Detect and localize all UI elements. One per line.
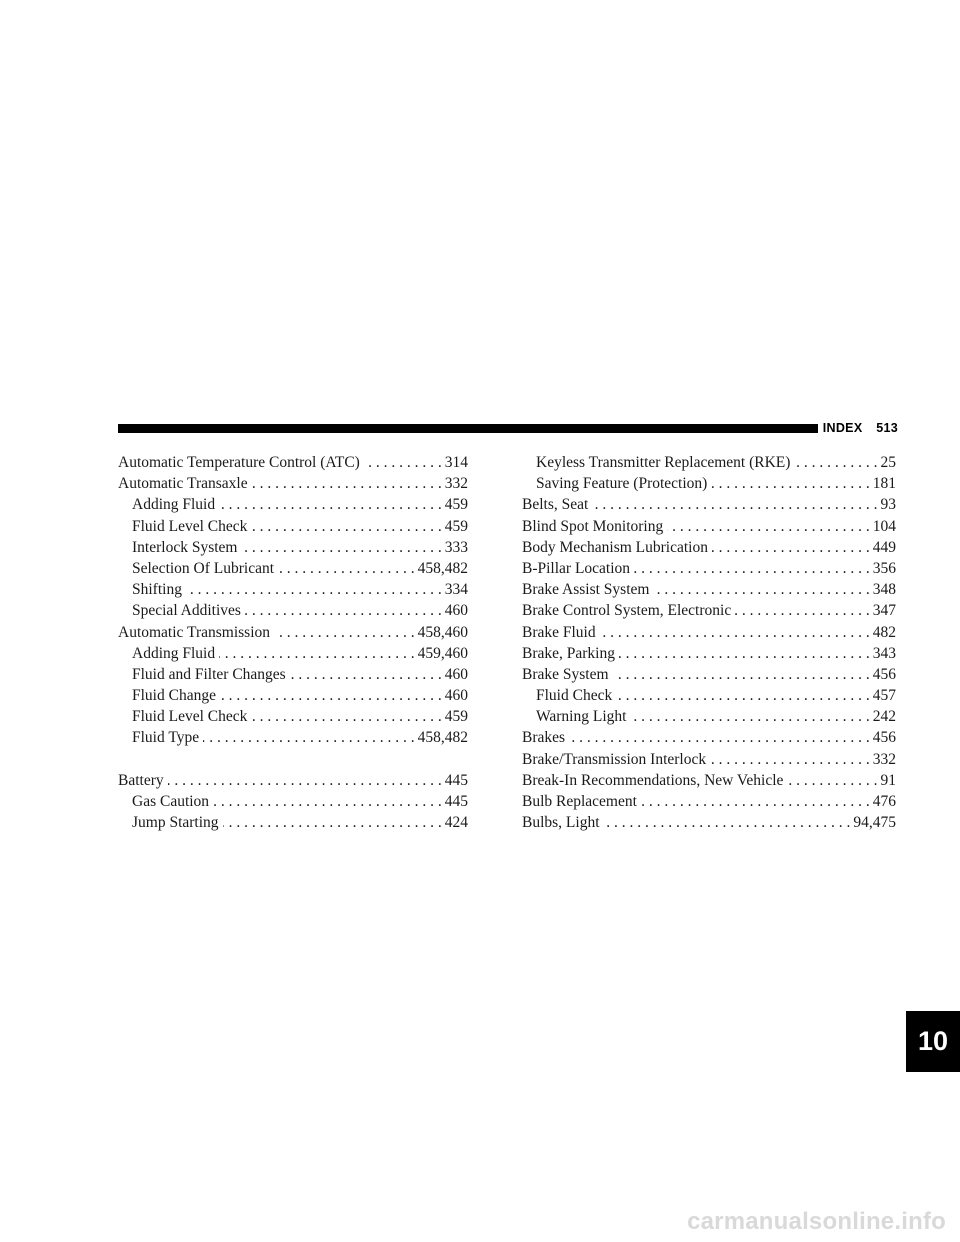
- entry-label: Automatic Temperature Control (ATC): [118, 454, 360, 471]
- dot-leader: [274, 622, 415, 643]
- index-entry: [118, 600, 468, 621]
- entry-page: 93: [880, 496, 896, 514]
- entry-page: 424: [444, 814, 468, 832]
- dot-leader: [592, 494, 877, 515]
- index-entry: [522, 791, 896, 812]
- index-entry: [118, 537, 468, 558]
- entry-label: B-Pillar Location: [522, 559, 631, 577]
- dot-leader: [613, 664, 870, 685]
- dot-leader: [241, 537, 441, 558]
- index-entry: [522, 643, 896, 664]
- entry-label: Brake Control System, Electronic: [522, 602, 732, 620]
- index-entry: [522, 812, 896, 833]
- entry-page: 456: [872, 665, 896, 683]
- entry-label: Brake System: [522, 665, 609, 683]
- entry-page: 458,482: [417, 559, 468, 577]
- dot-leader: [290, 664, 442, 685]
- index-entry: [522, 494, 896, 515]
- entry-page: 91: [880, 771, 896, 789]
- dot-leader: [711, 473, 869, 494]
- entry-label: Brake Assist System: [522, 581, 650, 599]
- dot-leader: [219, 643, 415, 664]
- entry-label: Special Additives: [132, 602, 241, 620]
- entry-page: 459,460: [417, 644, 468, 662]
- entry-page: 181: [872, 475, 896, 493]
- entry-label: Shifting: [132, 581, 182, 599]
- dot-leader: [619, 643, 870, 664]
- index-entry: [522, 622, 896, 643]
- entry-label: Interlock System: [132, 538, 238, 556]
- entry-page: 449: [872, 538, 896, 556]
- index-entry: [118, 494, 468, 515]
- dot-leader: [364, 452, 442, 473]
- entry-page: 104: [872, 517, 896, 535]
- index-column-left: [118, 452, 468, 833]
- dot-leader: [219, 494, 442, 515]
- dot-leader: [203, 727, 415, 748]
- entry-label: Fluid Level Check: [132, 517, 248, 535]
- dot-leader: [616, 685, 870, 706]
- entry-page: 356: [872, 559, 896, 577]
- index-entry: [118, 558, 468, 579]
- entry-page: 445: [444, 771, 468, 789]
- entry-page: 482: [872, 623, 896, 641]
- entry-label: Warning Light: [536, 708, 627, 726]
- index-entry: [118, 579, 468, 600]
- entry-label: Jump Starting: [132, 814, 219, 832]
- entry-page: 314: [444, 454, 468, 471]
- entry-page: 460: [444, 665, 468, 683]
- dot-leader: [604, 812, 851, 833]
- entry-page: 348: [872, 581, 896, 599]
- entry-page: 459: [444, 517, 468, 535]
- dot-leader: [251, 706, 441, 727]
- dot-leader: [735, 600, 870, 621]
- header-rule: [118, 424, 818, 433]
- entry-label: Blind Spot Monitoring: [522, 517, 664, 535]
- chapter-tab: 10: [906, 1011, 960, 1072]
- dot-leader: [641, 791, 870, 812]
- dot-leader: [787, 770, 877, 791]
- index-column-right: [522, 452, 896, 833]
- index-entry: [522, 749, 896, 770]
- dot-leader: [634, 558, 870, 579]
- index-entry: [522, 685, 896, 706]
- entry-label: Adding Fluid: [132, 644, 216, 662]
- running-header: [823, 421, 898, 435]
- index-entry: [522, 558, 896, 579]
- entry-page: 445: [444, 793, 468, 810]
- entry-page: 458,460: [417, 623, 468, 641]
- entry-page: 476: [872, 793, 896, 810]
- entry-label: Bulb Replacement: [522, 793, 637, 810]
- entry-label: Body Mechanism Lubrication: [522, 538, 708, 556]
- entry-label: Fluid Check: [536, 687, 613, 705]
- dot-leader: [213, 791, 442, 812]
- index-entry: [118, 643, 468, 664]
- dot-leader: [252, 473, 442, 494]
- index-entry: [118, 664, 468, 685]
- entry-page: 347: [872, 602, 896, 620]
- index-entry: [522, 452, 896, 473]
- dot-leader: [630, 706, 869, 727]
- index-entry: [118, 727, 468, 748]
- index-entry: [118, 770, 468, 791]
- entry-page: 94,475: [853, 814, 896, 832]
- dot-leader: [712, 537, 870, 558]
- entry-label: Brake Fluid: [522, 623, 596, 641]
- entry-label: Bulbs, Light: [522, 814, 600, 832]
- index-entry: [522, 664, 896, 685]
- dot-leader: [220, 685, 442, 706]
- entry-label: Fluid and Filter Changes: [132, 665, 286, 683]
- entry-label: Brakes: [522, 729, 566, 747]
- index-entry: [522, 727, 896, 748]
- entry-page: 332: [444, 475, 468, 493]
- entry-page: 333: [444, 538, 468, 556]
- entry-label: Belts, Seat: [522, 496, 589, 514]
- entry-label: Battery: [118, 771, 164, 789]
- index-entry: [118, 622, 468, 643]
- dot-leader: [653, 579, 869, 600]
- entry-label: Fluid Level Check: [132, 708, 248, 726]
- entry-page: 25: [880, 454, 896, 471]
- entry-page: 459: [444, 708, 468, 726]
- entry-label: Brake/Transmission Interlock: [522, 750, 707, 768]
- entry-page: 458,482: [417, 729, 468, 747]
- index-entry: [118, 473, 468, 494]
- index-entry: [118, 516, 468, 537]
- dot-leader: [168, 770, 442, 791]
- index-entry: [522, 473, 896, 494]
- dot-leader: [245, 600, 442, 621]
- index-entry: [118, 685, 468, 706]
- dot-leader: [600, 622, 870, 643]
- index-entry: [522, 579, 896, 600]
- index-entry: [522, 770, 896, 791]
- index-entry: [118, 706, 468, 727]
- entry-label: Gas Caution: [132, 793, 210, 810]
- entry-page: 460: [444, 602, 468, 620]
- entry-page: 459: [444, 496, 468, 514]
- dot-leader: [794, 452, 877, 473]
- entry-page: 457: [872, 687, 896, 705]
- entry-label: Adding Fluid: [132, 496, 216, 514]
- entry-label: Selection Of Lubricant: [132, 559, 275, 577]
- entry-label: Fluid Type: [132, 729, 200, 747]
- page-number: 513: [876, 421, 898, 435]
- entry-label: Automatic Transaxle: [118, 475, 248, 493]
- dot-leader: [667, 516, 870, 537]
- index-entry: [118, 812, 468, 833]
- dot-leader: [569, 727, 870, 748]
- entry-page: 460: [444, 687, 468, 705]
- entry-page: 242: [872, 708, 896, 726]
- watermark: carmanualsonline.info: [687, 1208, 946, 1235]
- entry-label: Break-In Recommendations, New Vehicle: [522, 771, 784, 789]
- entry-page: 456: [872, 729, 896, 747]
- index-entry: [522, 516, 896, 537]
- index-entry: [522, 706, 896, 727]
- entry-page: 334: [444, 581, 468, 599]
- index-entry: [118, 791, 468, 812]
- dot-leader: [251, 516, 441, 537]
- dot-leader: [278, 558, 415, 579]
- index-entry: [118, 452, 468, 473]
- entry-label: Automatic Transmission: [118, 623, 271, 641]
- entry-label: Saving Feature (Protection): [536, 475, 708, 493]
- entry-page: 332: [872, 750, 896, 768]
- section-title: INDEX: [822, 421, 863, 435]
- dot-leader: [710, 749, 870, 770]
- entry-label: Keyless Transmitter Replacement (RKE): [536, 454, 791, 471]
- index-entry: [522, 537, 896, 558]
- dot-leader: [186, 579, 442, 600]
- entry-page: 343: [872, 644, 896, 662]
- dot-leader: [223, 812, 442, 833]
- entry-label: Brake, Parking: [522, 644, 615, 662]
- index-entry: [522, 600, 896, 621]
- entry-label: Fluid Change: [132, 687, 216, 705]
